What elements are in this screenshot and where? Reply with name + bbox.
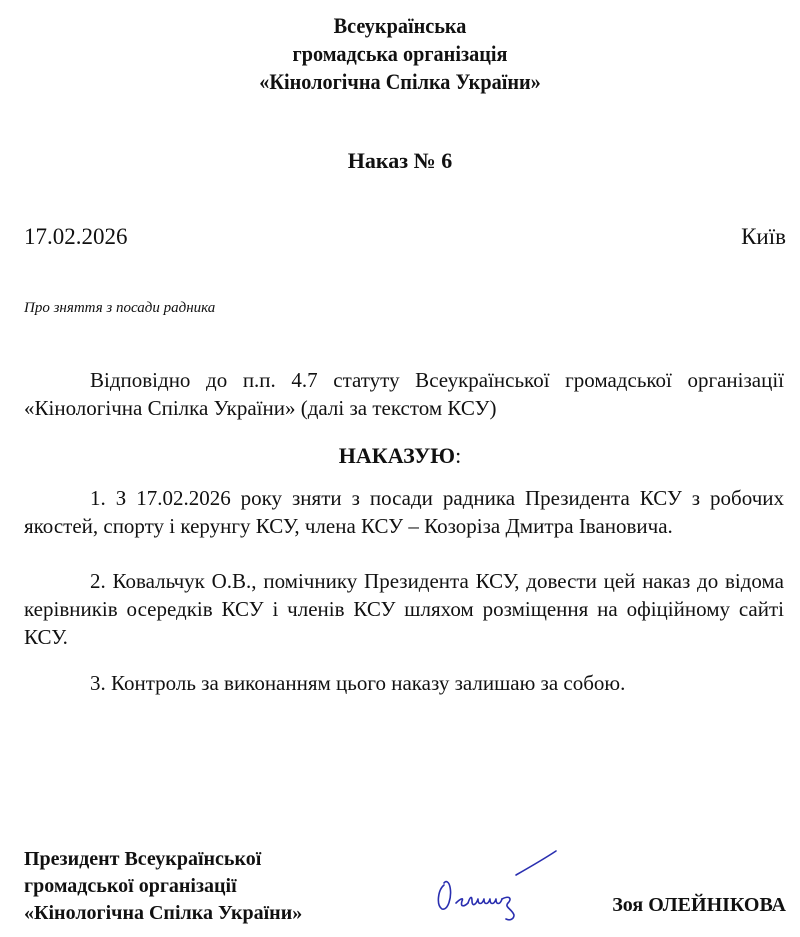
order-item: [24, 484, 784, 540]
org-line: Всеукраїнська: [333, 13, 467, 38]
order-date: 17.02.2026: [24, 224, 128, 249]
decree-heading: [0, 443, 800, 469]
order-item-text: 1. З 17.02.2026 року зняти з посади радника Президента КСУ з робочих якостей, спорту і керунгу КСУ, члена КСУ – Козоріза Дмитра Івановича.: [24, 486, 784, 538]
position-line: громадської організації: [24, 875, 237, 897]
org-line: «Кінологічна Спілка України»: [259, 69, 541, 94]
order-title: Наказ № 6: [347, 148, 453, 173]
order-item: [24, 669, 784, 697]
position-line: Президент Всеукраїнської: [24, 848, 262, 870]
order-item: [24, 567, 784, 651]
order-subject: Про зняття з посади радника: [24, 300, 216, 316]
decree-word: НАКАЗУЮ: [338, 443, 456, 468]
signer-position: [24, 846, 302, 927]
order-item-text: 3. Контроль за виконанням цього наказу залишаю за собою.: [90, 671, 626, 695]
intro-paragraph: [24, 366, 784, 422]
organization-header: [0, 12, 800, 96]
order-city: Київ: [741, 224, 786, 249]
position-line: «Кінологічна Спілка України»: [24, 902, 303, 924]
decree-colon: :: [455, 443, 462, 468]
signer-name: Зоя ОЛЕЙНІКОВА: [612, 894, 786, 916]
order-item-text: 2. Ковальчук О.В., помічнику Президента КСУ, довести цей наказ до відома керівників осередків КСУ і членів КСУ шляхом розміщення на офіційному сайті КСУ.: [24, 569, 784, 649]
org-line: громадська організація: [292, 41, 508, 66]
handwritten-signature: [430, 845, 590, 925]
intro-text: Відповідно до п.п. 4.7 статуту Всеукраїнської громадської організації «Кінологічна Спілка України» (далі за текстом КСУ): [24, 368, 784, 420]
